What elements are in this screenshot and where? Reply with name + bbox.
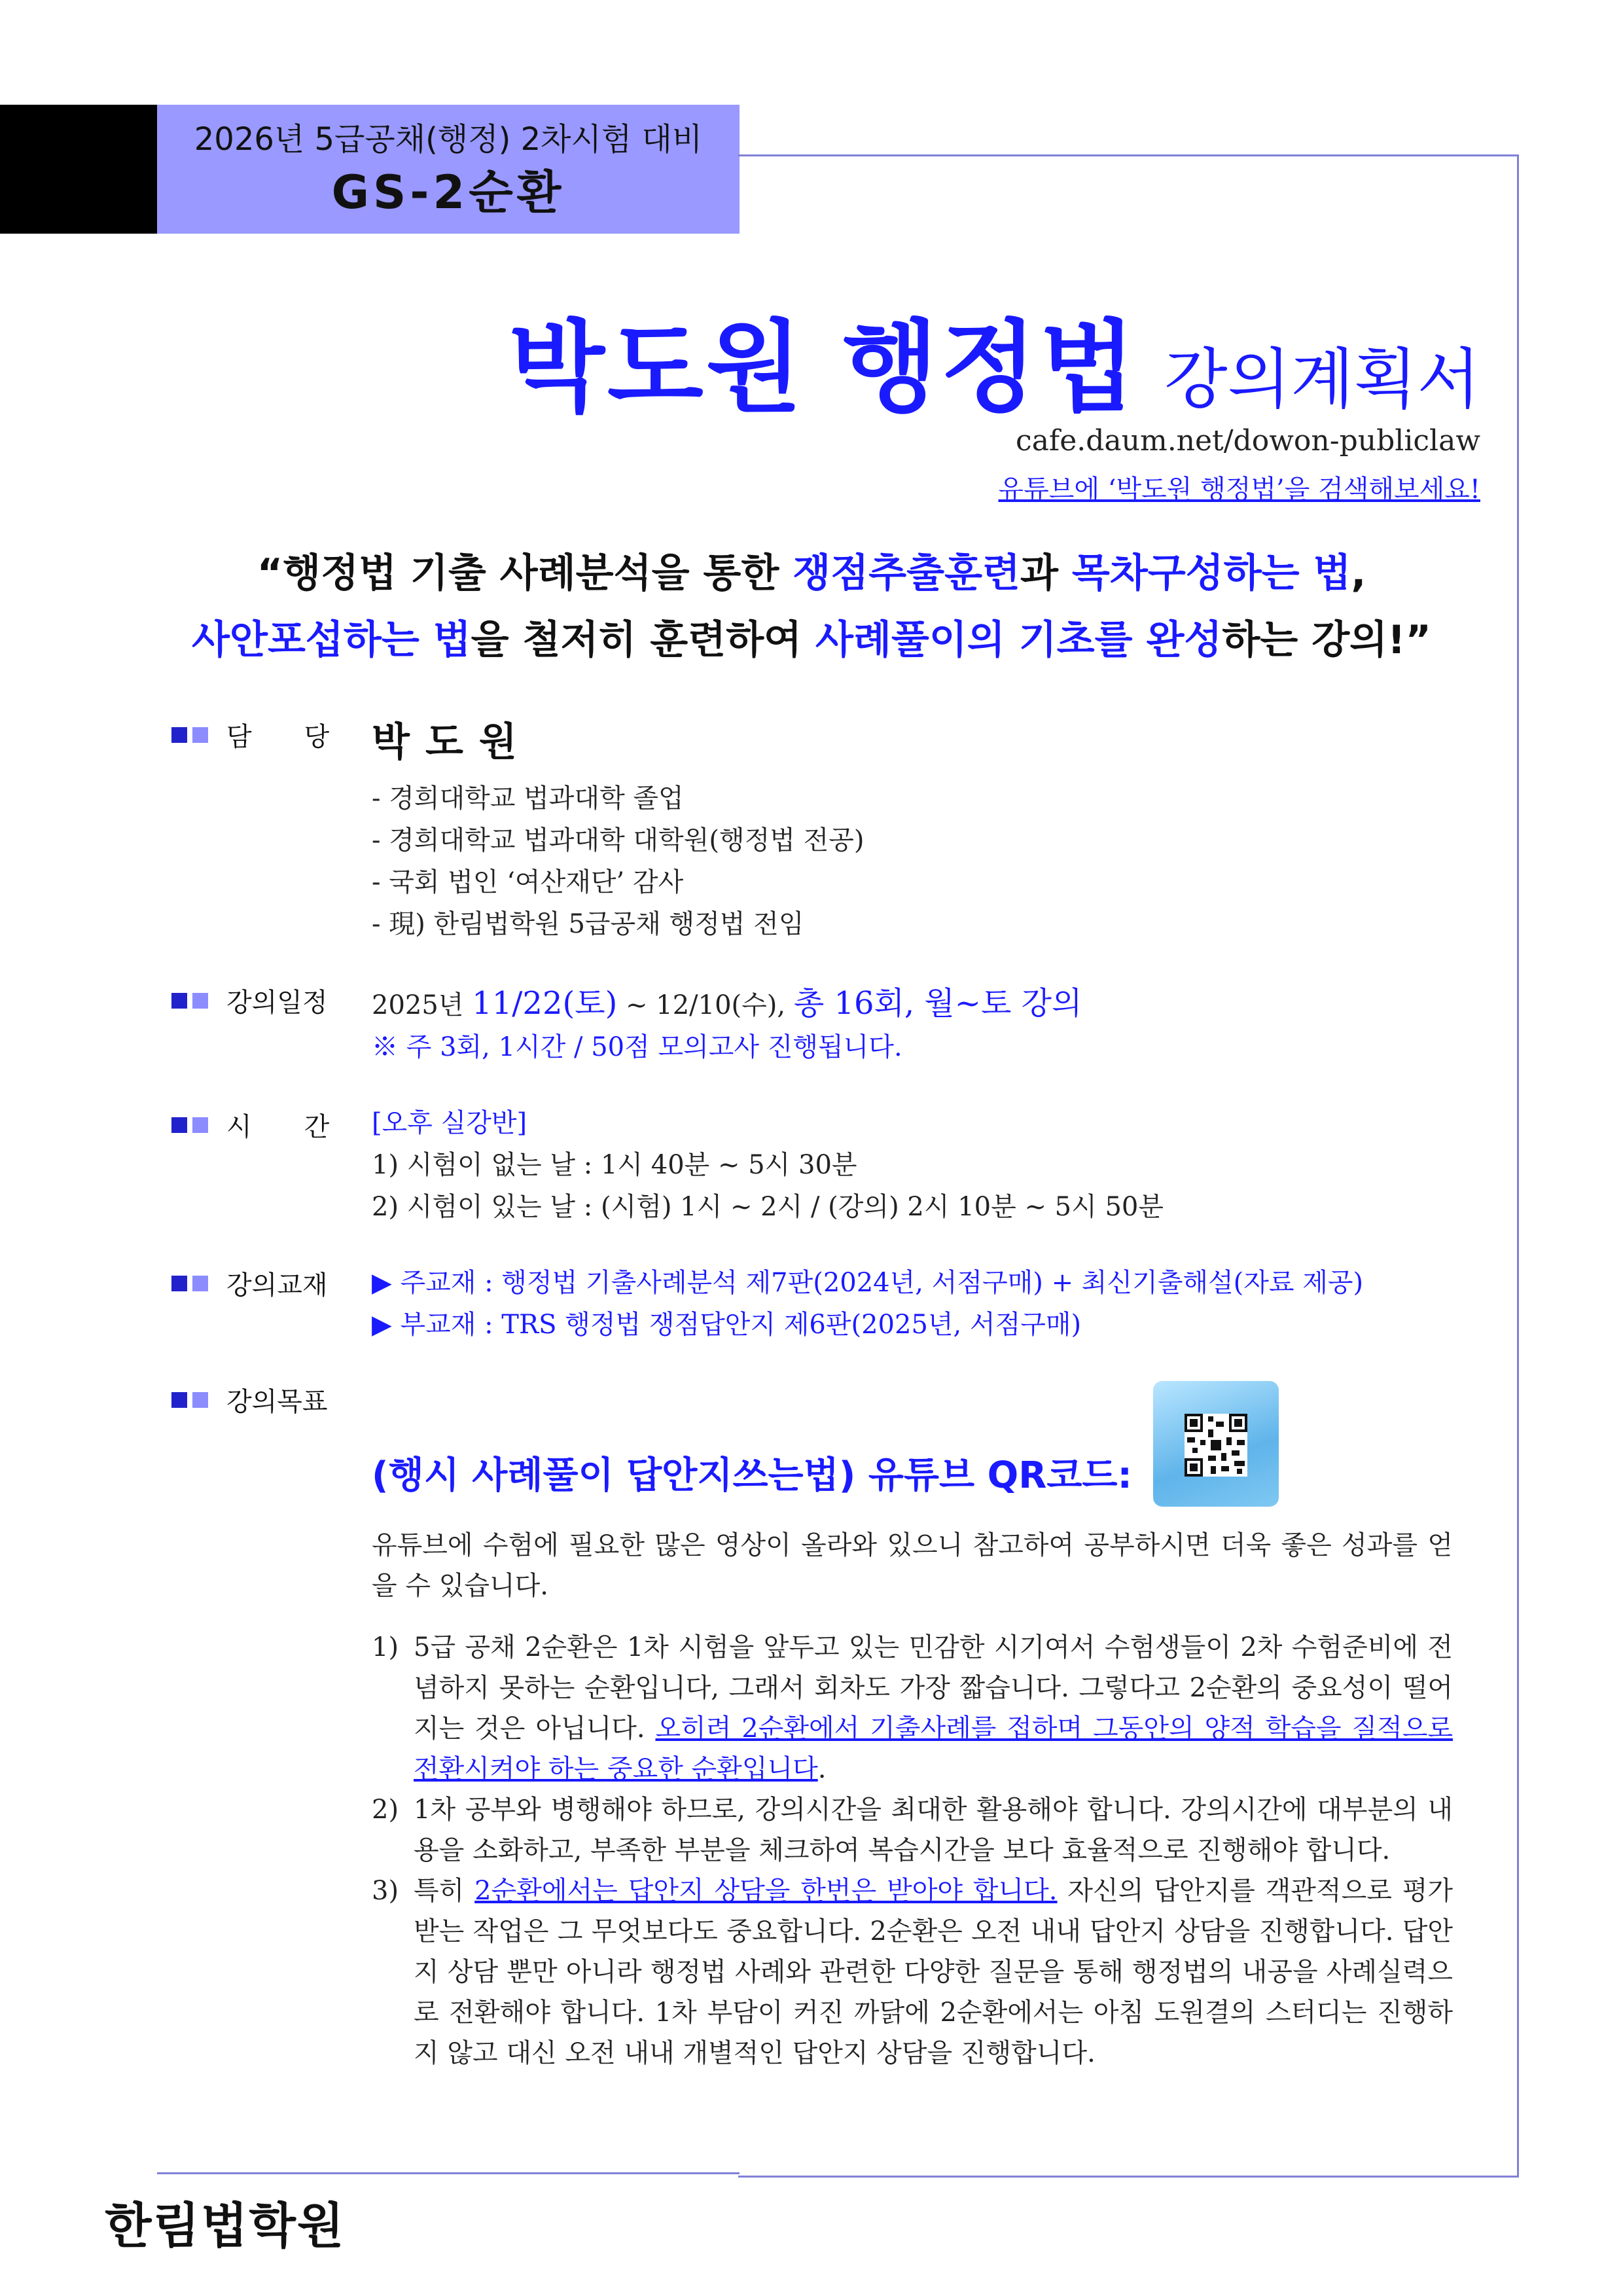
section-instructor: [171, 716, 329, 753]
goal-item-number: 3): [372, 1876, 399, 1906]
section-label: 시 간: [226, 1112, 330, 1142]
header-subtitle: 2026년 5급공채(행정) 2차시험 대비: [194, 120, 703, 158]
slogan-line-1: [0, 542, 1623, 598]
schedule-start: 11/22(토): [472, 985, 618, 1022]
goal-item-number: 1): [372, 1632, 399, 1662]
slogan-line-2: [0, 609, 1623, 665]
section-label: 강의일정: [226, 988, 328, 1018]
time-line: 1) 시험이 없는 날 : 1시 40분 ~ 5시 30분: [372, 1150, 857, 1180]
bullet-square-icon: [192, 1392, 208, 1408]
goal-item: [372, 1627, 1453, 1789]
goal-item: [372, 1789, 1453, 1871]
goal-item-text: 자신의 답안지를 객관적으로 평가받는 작업은 그 무엇보다도 중요합니다. 2순환은 오전 내내 답안지 상담을 진행합니다. 답안지 상담 뿐만 아니라 행정법 사례와 관련한 다양한 질문을 통해 행정법의 내공을 사례실력으로 전환해야 합니다. 1차 부담이 커진 까닭에 2순환에서는 아침 도원결의 스터디는 진행하지 않고 대신 오전 내내 개별적인 답안지 상담을 진행합니다.: [414, 1876, 1454, 2068]
career-item: - 경희대학교 법과대학 졸업: [372, 783, 684, 814]
section-goal: [171, 1381, 328, 1418]
instructor-name: 박도원: [372, 719, 533, 765]
schedule-note: ※ 주 3회, 1시간 / 50점 모의고사 진행됩니다.: [372, 1032, 902, 1062]
career-item: - 現) 한림법학원 5급공채 행정법 전임: [372, 909, 804, 939]
time-line: 2) 시험이 있는 날 : (시험) 1시 ~ 2시 / (강의) 2시 10분 ~ 5시 50분: [372, 1192, 1164, 1222]
title-main: 박도원 행정법: [508, 310, 1138, 425]
slogan-text: ,: [1351, 550, 1366, 596]
schedule-end: ~ 12/10(수),: [617, 990, 794, 1020]
slogan-highlight: 목차구성하는 법: [1071, 550, 1351, 596]
section-schedule: [171, 982, 328, 1019]
bullet-square-icon: [171, 1117, 187, 1133]
slogan-text: 과: [1020, 550, 1072, 596]
bullet-square-icon: [192, 1117, 208, 1133]
qr-title: (행시 사례풀이 답안지쓰는법) 유튜브 QR코드:: [372, 1454, 1132, 1497]
qr-code-icon[interactable]: [1153, 1381, 1279, 1507]
title-suffix: 강의계획서: [1164, 341, 1480, 418]
goal-item-number: 2): [372, 1795, 399, 1825]
slogan-highlight: 사안포섭하는 법: [192, 617, 471, 663]
schedule-dates: [372, 978, 1082, 1023]
slogan-highlight: 쟁점추출훈련: [793, 550, 1020, 596]
main-textbook: ▶ 주교재 : 행정법 기출사례분석 제7판(2024년, 서점구매) + 최신기출해설(자료 제공): [372, 1268, 1364, 1298]
qr-code-pattern: [1185, 1414, 1247, 1477]
goal-item-text: 5급 공채 2순환은 1차 시험을 앞두고 있는 민감한 시기여서 수험생들이 2차 수험준비에 전념하지 못하는 순환입니다, 그래서 회차도 가장 짧습니다. 그렇다고 2순환의 중요성이 떨어지는 것은 아닙니다.: [414, 1632, 1453, 1744]
goal-item-text: 특히: [414, 1876, 475, 1906]
bullet-square-icon: [171, 727, 187, 743]
goal-item-emphasis: 2순환에서는 답안지 상담을 한번은 받아야 합니다.: [474, 1876, 1058, 1906]
youtube-search-link[interactable]: 유튜브에 ‘박도원 행정법’을 검색해보세요!: [998, 475, 1480, 505]
goal-intro: 유튜브에 수험에 필요한 많은 영상이 올라와 있으니 참고하여 공부하시면 더욱 좋은 성과를 얻을 수 있습니다.: [372, 1530, 1453, 1601]
slogan-text: “행정법 기출 사례분석을 통한: [257, 550, 793, 596]
academy-logo: 한림법학원: [105, 2198, 346, 2254]
section-label: 강의교재: [226, 1270, 328, 1300]
section-label: 강의목표: [226, 1387, 328, 1417]
goal-item: [372, 1871, 1453, 2073]
bullet-square-icon: [192, 727, 208, 743]
bullet-square-icon: [171, 1392, 187, 1408]
goal-item-emphasis: 오히려 2순환에서 기출사례를 접하며 그동안의 양적 학습을 질적으로 전환시켜야 하는 중요한 순환입니다: [414, 1713, 1454, 1784]
section-time: [171, 1106, 329, 1143]
bullet-square-icon: [192, 1276, 208, 1291]
page-title: [508, 288, 1480, 431]
slogan-text: 을 철저히 훈련하여: [471, 617, 816, 663]
class-type: [오후 실강반]: [372, 1108, 527, 1138]
bullet-square-icon: [171, 1276, 187, 1291]
sub-textbook: ▶ 부교재 : TRS 행정법 쟁점답안지 제6판(2025년, 서점구매): [372, 1310, 1082, 1340]
cafe-link[interactable]: cafe.daum.net/dowon-publiclaw: [1016, 424, 1480, 457]
section-textbook: [171, 1265, 328, 1302]
goal-item-text: .: [817, 1754, 827, 1784]
header-band: [157, 105, 740, 234]
section-label: 담 당: [226, 722, 330, 752]
course-name: GS-2순환: [331, 165, 565, 219]
schedule-summary: 총 16회, 월~토 강의: [793, 985, 1082, 1022]
bullet-square-icon: [192, 993, 208, 1009]
bullet-square-icon: [171, 993, 187, 1009]
career-item: - 경희대학교 법과대학 대학원(행정법 전공): [372, 825, 865, 855]
slogan-highlight: 사례풀이의 기초를 완성: [815, 617, 1222, 663]
header-black-block: [0, 105, 157, 234]
schedule-year: 2025년: [372, 990, 473, 1020]
career-item: - 국회 법인 ‘여산재단’ 감사: [372, 867, 684, 897]
goal-item-text: 1차 공부와 병행해야 하므로, 강의시간을 최대한 활용해야 합니다. 강의시간에 대부분의 내용을 소화하고, 부족한 부분을 체크하여 복습시간을 보다 효율적으로 진행해야 합니다.: [414, 1795, 1453, 1865]
page-frame-bottom: [157, 2172, 740, 2174]
slogan-text: 하는 강의!”: [1222, 617, 1431, 663]
